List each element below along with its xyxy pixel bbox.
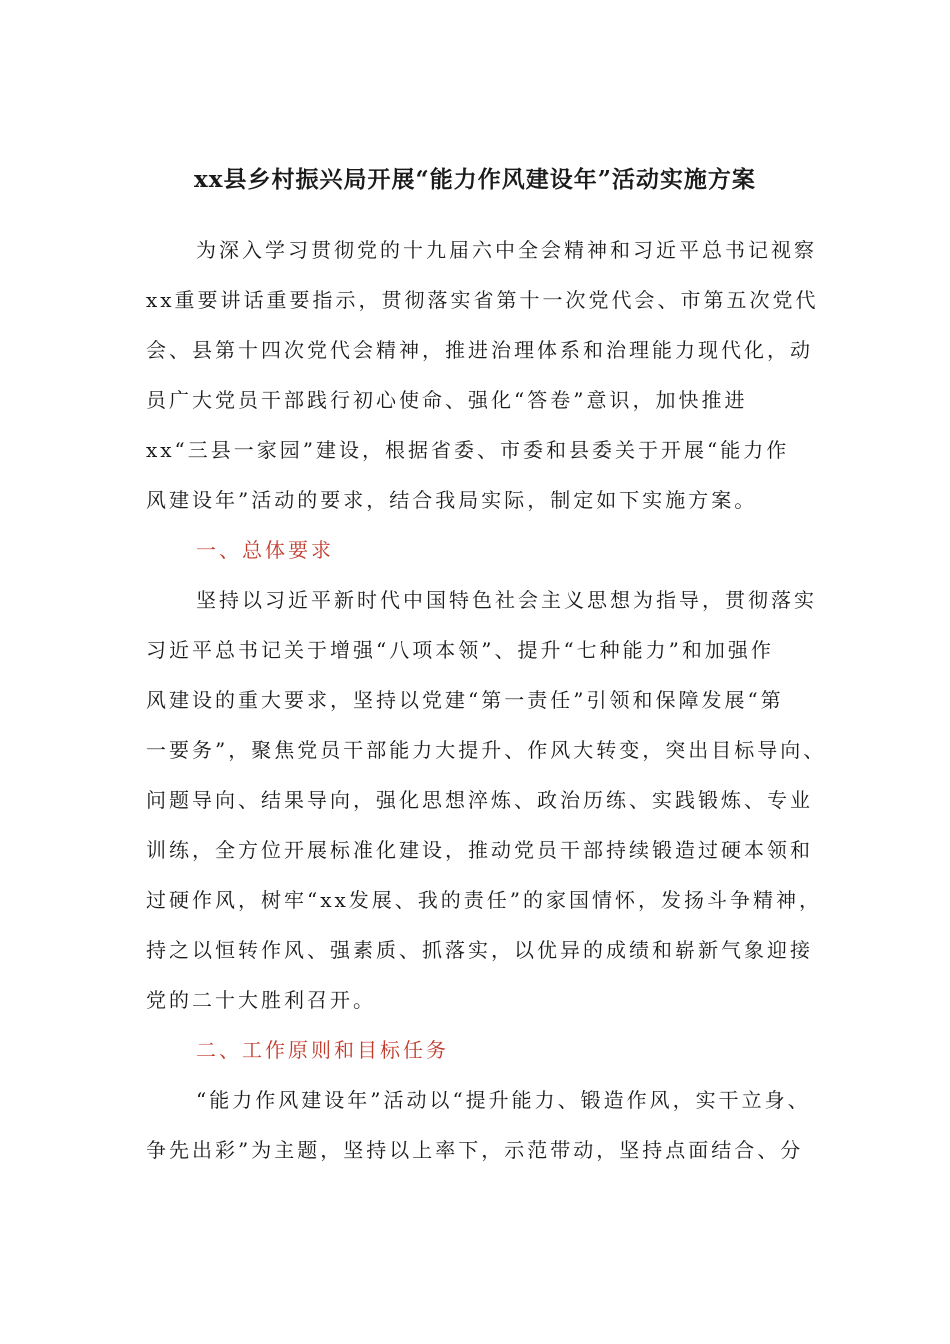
intro-line-1: 为深入学习贯彻党的十九届六中全会精神和习近平总书记视察 (196, 238, 817, 262)
section1-line-2: 习近平总书记关于增强“八项本领”、提升“七种能力”和加强作 (146, 638, 774, 662)
section1-line-3: 风建设的重大要求，坚持以党建“第一责任”引领和保障发展“第 (146, 688, 784, 712)
intro-line-5: xx“三县一家园”建设，根据省委、市委和县委关于开展“能力作 (146, 438, 790, 462)
section1-line-1: 坚持以习近平新时代中国特色社会主义思想为指导，贯彻落实 (196, 588, 817, 612)
section2-line-2: 争先出彩”为主题，坚持以上率下，示范带动，坚持点面结合、分 (146, 1138, 804, 1162)
section1-line-4: 一要务”，聚焦党员干部能力大提升、作风大转变，突出目标导向、 (146, 738, 827, 762)
section-heading-principles-targets: 二、工作原则和目标任务 (196, 1038, 449, 1062)
section1-line-9: 党的二十大胜利召开。 (146, 988, 376, 1012)
document-title: xx县乡村振兴局开展“能力作风建设年”活动实施方案 (194, 166, 756, 193)
section1-line-6: 训练，全方位开展标准化建设，推动党员干部持续锻造过硬本领和 (146, 838, 813, 862)
intro-line-6: 风建设年”活动的要求，结合我局实际，制定如下实施方案。 (146, 488, 758, 512)
intro-line-4: 员广大党员干部践行初心使命、强化“答卷”意识，加快推进 (146, 388, 748, 412)
section2-line-1: “能力作风建设年”活动以“提升能力、锻造作风，实干立身、 (196, 1088, 811, 1112)
section1-line-8: 持之以恒转作风、强素质、抓落实，以优异的成绩和崭新气象迎接 (146, 938, 813, 962)
intro-line-3: 会、县第十四次党代会精神，推进治理体系和治理能力现代化，动 (146, 338, 813, 362)
section-heading-general-requirements: 一、总体要求 (196, 538, 334, 562)
intro-line-2: xx重要讲话重要指示，贯彻落实省第十一次党代会、市第五次党代 (146, 288, 819, 312)
section1-line-7: 过硬作风，树牢“xx发展、我的责任”的家国情怀，发扬斗争精神， (146, 888, 823, 912)
section1-line-5: 问题导向、结果导向，强化思想淬炼、政治历练、实践锻炼、专业 (146, 788, 813, 812)
